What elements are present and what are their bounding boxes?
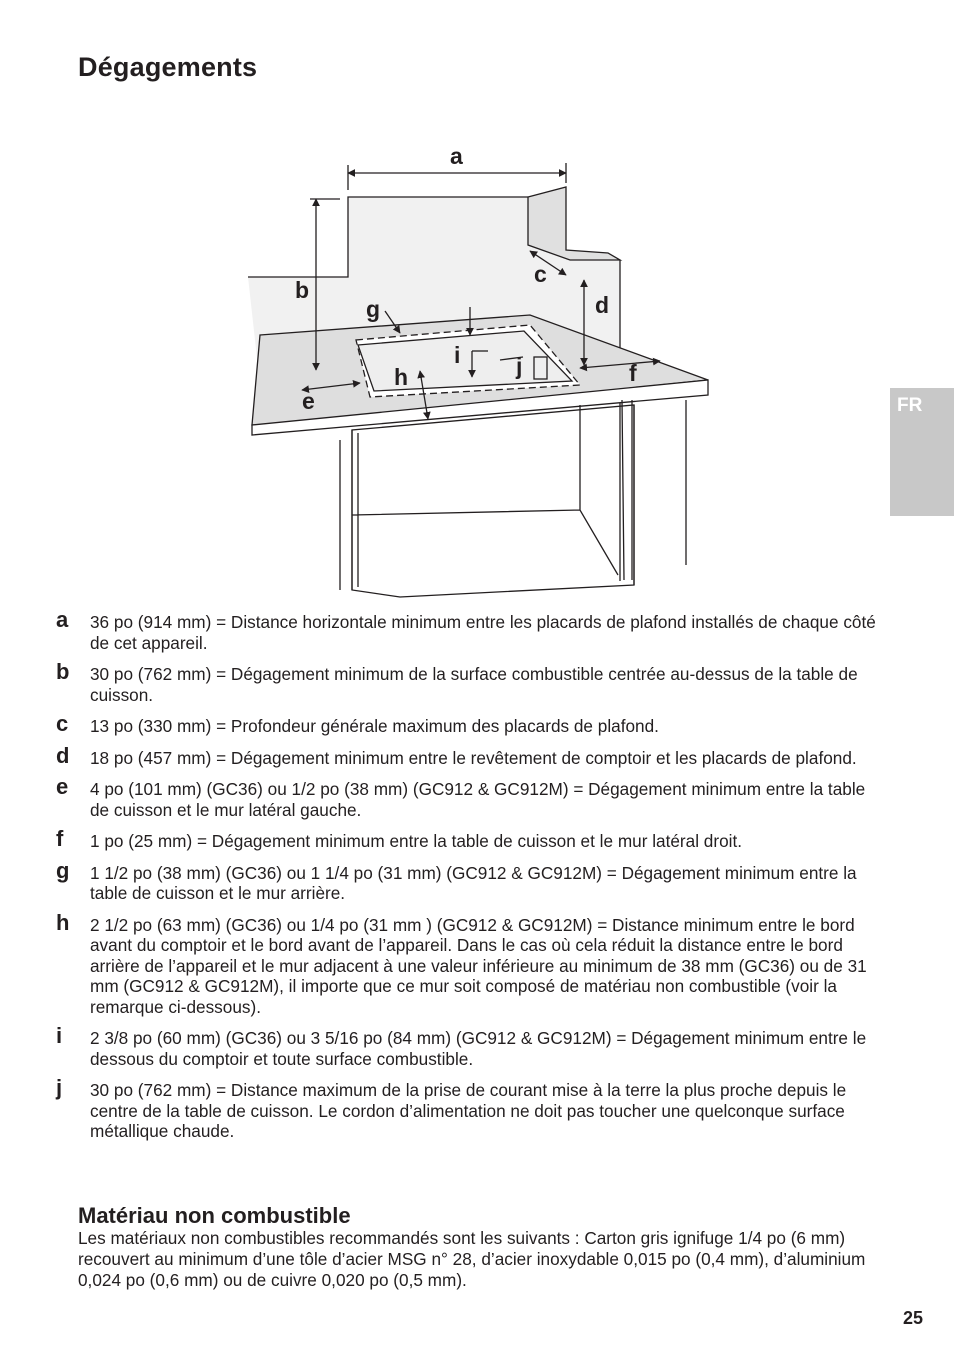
legend-letter: a [56,607,69,632]
legend-item-j [56,1075,886,1142]
page-title: Dégagements [78,52,258,82]
legend-text: 36 po (914 mm) = Distance horizontale minimum entre les placards de plafond installés de chaque côté de cet appareil. [90,612,876,653]
section-title: Matériau non combustible [78,1203,351,1228]
legend-item-i [56,1023,886,1069]
diagram-label-f: f [629,360,637,386]
legend-text: 18 po (457 mm) = Dégagement minimum entre le revêtement de comptoir et les placards de plafond. [90,747,857,768]
diagram-label-g: g [366,296,381,322]
legend-item-c [56,711,886,737]
clearance-diagram [240,135,720,600]
legend-text: 2 3/8 po (60 mm) (GC36) ou 3 5/16 po (84 mm) (GC912 & GC912M) = Dégagement minimum entre le dessous du comptoir et toute surface combustible. [90,1028,867,1069]
diagram-label-i: i [454,342,461,368]
diagram-label-a: a [450,143,463,169]
diagram-label-e: e [302,388,315,414]
legend-item-g [56,857,886,904]
legend-letter: e [56,774,69,799]
upper-cabinet [528,187,620,260]
legend-letter: h [56,909,70,935]
legend-item-f [56,826,886,852]
diagram-label-j: j [516,353,523,379]
legend-letter: g [56,857,70,883]
language-tab [890,388,954,516]
legend-text: 30 po (762 mm) = Dégagement minimum de la surface combustible centrée au-dessus de la table de cuisson. [90,664,858,705]
diagram-label-b: b [295,277,310,303]
legend-text: 13 po (330 mm) = Profondeur générale maximum des placards de plafond. [90,716,659,736]
legend-letter: i [56,1023,63,1048]
clearance-legend [56,607,886,1153]
legend-text: 1 po (25 mm) = Dégagement minimum entre la table de cuisson et le mur latéral droit. [90,831,742,851]
base-cabinet [352,405,634,597]
legend-text: 30 po (762 mm) = Distance maximum de la prise de courant mise à la terre la plus proche depuis le centre de la table de cuisson. Le cordon d’alimentation ne doit pas toucher une quelconque surface métallique chaude. [90,1080,847,1141]
page-number: 25 [903,1308,924,1328]
legend-letter: j [56,1075,63,1100]
legend-text: 4 po (101 mm) (GC36) ou 1/2 po (38 mm) (GC912 & GC912M) = Dégagement minimum entre la table de cuisson et le mur latéral gauche. [90,779,866,820]
legend-letter: f [56,826,64,851]
diagram-label-h: h [394,364,409,390]
legend-text: 2 1/2 po (63 mm) (GC36) ou 1/4 po (31 mm ) (GC912 & GC912M) = Distance minimum entre le bord avant du comptoir et le bord avant de l’appareil. Dans le cas où cela réduit la distance entre le bord arrière de l’appareil et le mur adjacent à une valeur inférieure au minimum de 38 mm (GC36) ou de 31 mm (GC912 & GC912M), il importe que ce mur soit composé de matériau non combustible (voir la remarque ci-dessous). [90,914,867,1017]
legend-letter: b [56,659,70,684]
legend-item-b [56,659,886,705]
diagram-label-c: c [534,261,547,287]
legend-item-e [56,774,886,820]
legend-letter: c [56,711,69,736]
legend-text: 1 1/2 po (38 mm) (GC36) ou 1 1/4 po (31 mm) (GC912 & GC912M) = Dégagement minimum entre la table de cuisson et le mur arrière. [90,862,857,903]
legend-letter: d [56,742,70,768]
diagram-label-d: d [595,292,610,318]
section-body: Les matériaux non combustibles recommandés sont les suivants : Carton gris ignifuge 1/4 po (6 mm) recouvert au minimum d’une tôle d’acier MSG n° 28, d’acier inoxydable 0,015 po (0,4 mm), d’aluminium 0,024 po (0,6 mm) ou de cuivre 0,020 po (0,5 mm). [78,1228,866,1290]
legend-item-d [56,742,886,769]
language-tab-label: FR [897,395,923,416]
legend-item-h [56,909,886,1018]
legend-item-a [56,607,886,653]
